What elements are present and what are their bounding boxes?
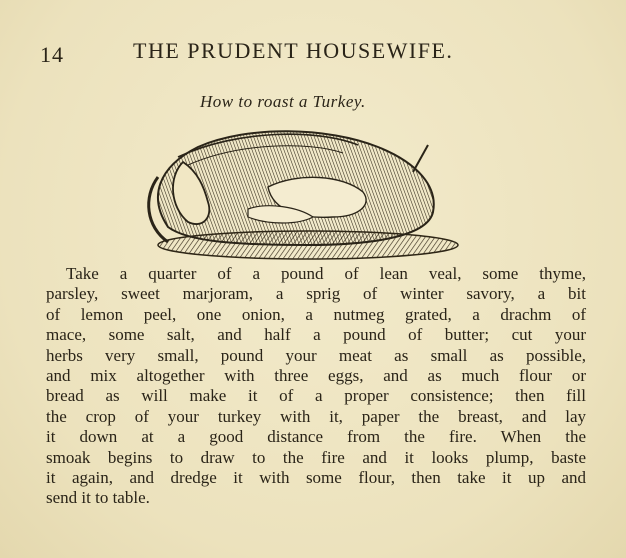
text-line: and mix altogether with three eggs, and as much flour or xyxy=(46,365,586,385)
text-line: smoak begins to draw to the fire and it looks plump, baste xyxy=(46,447,586,467)
text-line: bread as will make it of a proper consistence; then fill xyxy=(46,386,586,406)
recipe-body xyxy=(46,264,586,509)
text-line: of lemon peel, one onion, a nutmeg grated, a drachm of xyxy=(46,304,586,324)
running-head: THE PRUDENT HOUSEWIFE. xyxy=(133,38,454,63)
text-line: herbs very small, pound your meat as small as possible, xyxy=(46,345,586,365)
text-line: Take a quarter of a pound of lean veal, some thyme, xyxy=(66,264,586,283)
text-line: send it to table. xyxy=(46,488,150,508)
text-line: it down at a good distance from the fire. When the xyxy=(46,427,586,447)
page-number: 14 xyxy=(40,42,64,67)
text-line: the crop of your turkey with it, paper the breast, and lay xyxy=(46,406,586,426)
text-line: it again, and dredge it with some flour, then take it up and xyxy=(46,467,586,487)
roast-turkey-engraving xyxy=(128,117,468,269)
text-line: mace, some salt, and half a pound of butter; cut your xyxy=(46,325,586,345)
text-line: parsley, sweet marjoram, a sprig of winter savory, a bit xyxy=(46,284,586,304)
recipe-title: How to roast a Turkey. xyxy=(200,92,366,111)
